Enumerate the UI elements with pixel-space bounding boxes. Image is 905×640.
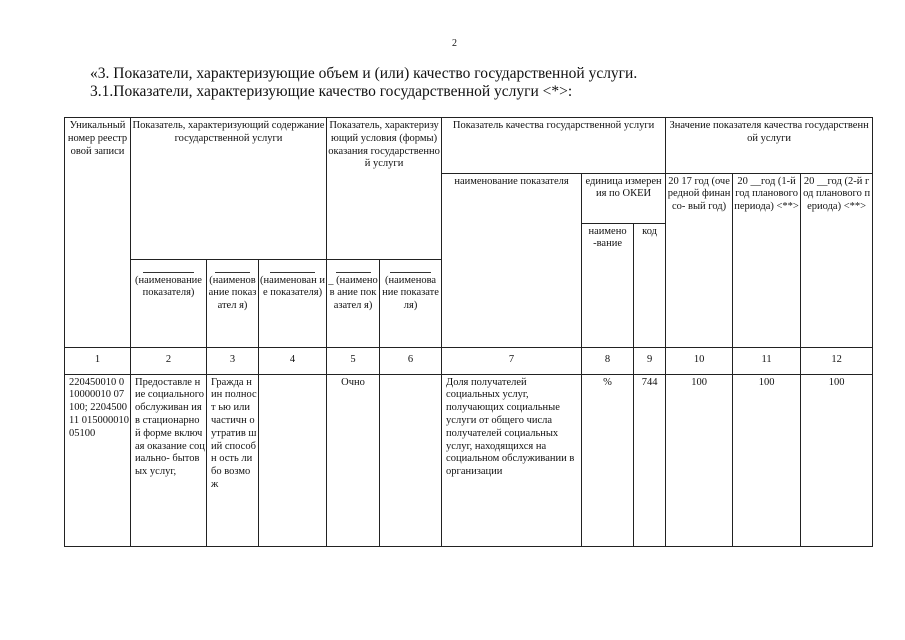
table-row <box>65 374 873 546</box>
column-number: 5 <box>327 347 380 374</box>
column-number-row <box>65 347 873 374</box>
column-number: 4 <box>259 347 327 374</box>
header-content-group: Показатель, характеризующий содержание государственной услуги <box>131 118 327 174</box>
header-condition-group: Показатель, характеризующий условия (формы) оказания государственной услуги <box>327 118 442 174</box>
header-sub-condition-1: _ (наименов ание показател я) <box>327 259 380 347</box>
subsection-heading: 3.1.Показатели, характеризующие качество государственной услуги <*>: <box>90 83 573 100</box>
section-heading: «3. Показатели, характеризующие объем и (или) качество государственной услуги. <box>90 65 638 82</box>
column-number: 9 <box>634 347 666 374</box>
column-number: 1 <box>65 347 131 374</box>
value-year-3-cell: 100 <box>801 374 873 546</box>
column-number: 12 <box>801 347 873 374</box>
quality-indicator-cell: Доля получателей социальных услуг, получающих социальные услуги от общего числа получателей социальных услуг, находящихся на социальном обслуживании в организации <box>442 374 582 546</box>
column-number: 3 <box>207 347 259 374</box>
header-indicator-name: наименование показателя <box>442 173 582 347</box>
condition-indicator-1-cell: Очно <box>327 374 380 546</box>
header-quality-group: Показатель качества государственной услуги <box>442 118 666 174</box>
header-sub-content-3: (наименован ие показателя) <box>259 259 327 347</box>
header-unit-name: наимено -вание <box>582 223 634 347</box>
header-unit: единица измерения по ОКЕИ <box>582 173 666 223</box>
condition-indicator-2-cell <box>380 374 442 546</box>
unit-name-cell: % <box>582 374 634 546</box>
quality-indicators-table <box>64 117 873 547</box>
value-year-1-cell: 100 <box>666 374 733 546</box>
header-year-3: 20 __год (2-й год планового периода) <**> <box>801 173 873 347</box>
header-unit-code: код <box>634 223 666 347</box>
header-registry: Уникальный номер реестровой записи <box>65 118 131 260</box>
header-sub-condition-2: (наименова ние показателя) <box>380 259 442 347</box>
value-year-2-cell: 100 <box>733 374 801 546</box>
content-indicator-3-cell <box>259 374 327 546</box>
column-number: 7 <box>442 347 582 374</box>
content-indicator-1-cell: Предоставле ние социального обслуживан ия в стационарно й форме включая оказание социально- бытовых услуг, <box>131 374 207 546</box>
header-condition-spacer <box>327 173 442 223</box>
header-condition-spacer-2 <box>327 223 442 259</box>
unit-code-cell: 744 <box>634 374 666 546</box>
header-content-spacer-2 <box>131 223 327 259</box>
header-year-2: 20 __год (1-й год планового периода) <**> <box>733 173 801 347</box>
column-number: 6 <box>380 347 442 374</box>
registry-number-cell: 220450010 010000010 07100; 220450011 015000010 05100 <box>65 374 131 546</box>
content-indicator-2-cell: Гражда нин полност ью или частичн о утратив ший способн ость либо возмож <box>207 374 259 546</box>
page-number: 2 <box>452 38 457 49</box>
header-values-group: Значение показателя качества государственной услуги <box>666 118 873 174</box>
header-sub-content-1: (наименование показателя) <box>131 259 207 347</box>
header-year-1: 20 17 год (очередной финансо- вый год) <box>666 173 733 347</box>
column-number: 10 <box>666 347 733 374</box>
column-number: 2 <box>131 347 207 374</box>
header-registry-spacer <box>65 259 131 347</box>
header-content-spacer <box>131 173 327 223</box>
header-sub-content-2: (наименов ание показател я) <box>207 259 259 347</box>
column-number: 11 <box>733 347 801 374</box>
column-number: 8 <box>582 347 634 374</box>
